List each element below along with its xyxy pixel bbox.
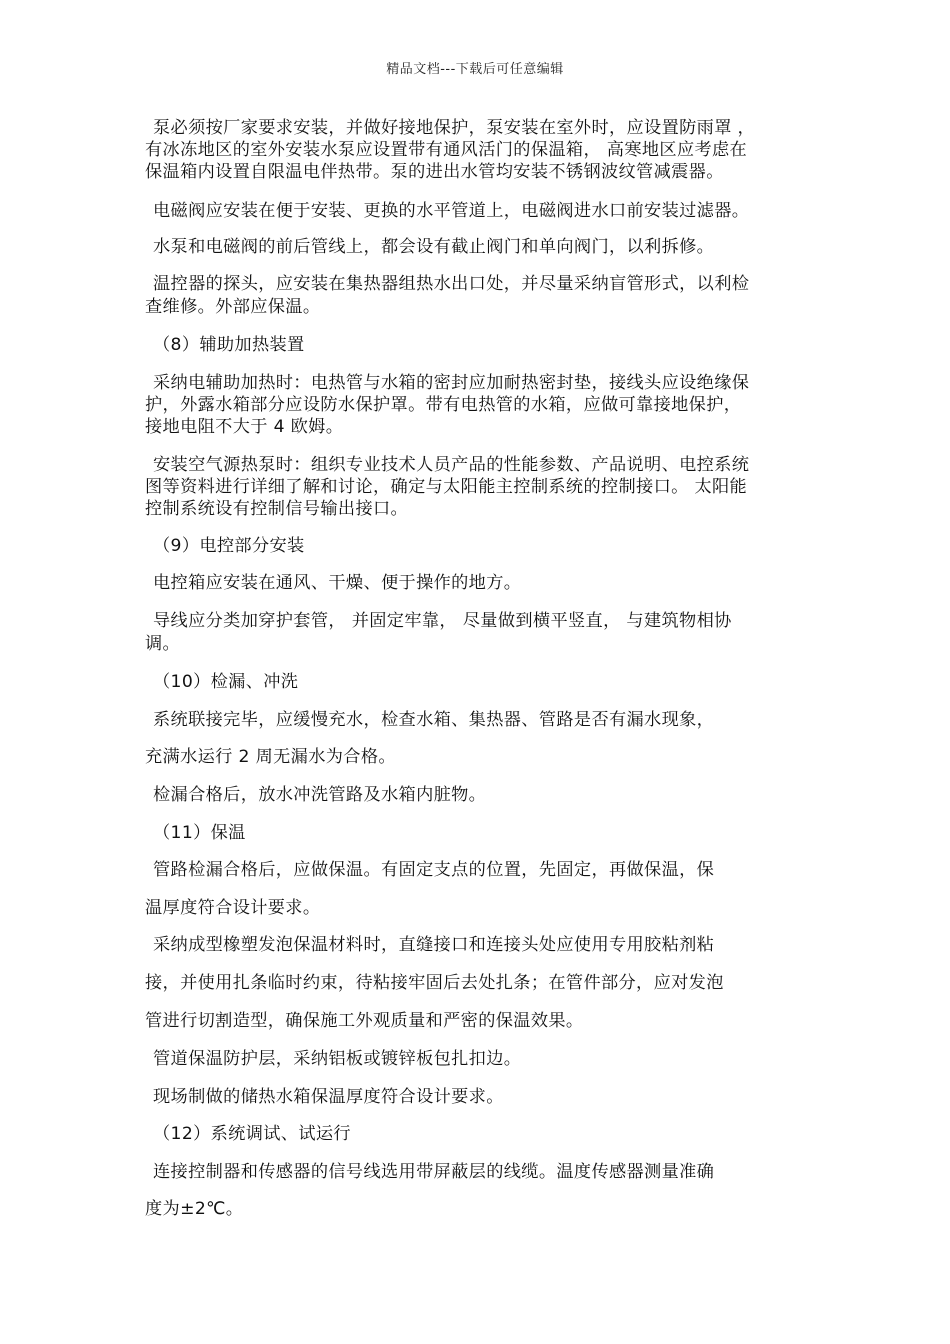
- text-line: 电控箱应安装在通风、干燥、便于操作的地方。: [153, 573, 522, 593]
- page-header: 精品文档---下载后可任意编辑: [386, 62, 564, 77]
- text-line: 温厚度符合设计要求。: [145, 898, 321, 918]
- text-line: 采纳成型橡塑发泡保温材料时，直缝接口和连接头处应使用专用胶粘剂粘: [153, 935, 715, 955]
- text-line: 电磁阀应安装在便于安装、更换的水平管道上，电磁阀进水口前安装过滤器。: [153, 201, 750, 221]
- text-line: 连接控制器和传感器的信号线选用带屏蔽层的线缆。温度传感器测量准确: [153, 1162, 715, 1182]
- section-heading: （9）电控部分安装: [153, 536, 305, 556]
- text-line: 管进行切割造型，确保施工外观质量和严密的保温效果。: [145, 1011, 584, 1031]
- text-line: 接，并使用扎条临时约束，待粘接牢固后去处扎条；在管件部分，应对发泡: [145, 973, 724, 993]
- text-line: 保温箱内设置自限温电伴热带。泵的进出水管均安装不锈钢波纹管减震器。: [145, 162, 724, 182]
- text-line: 安装空气源热泵时：组织专业技术人员产品的性能参数、产品说明、电控系统: [153, 455, 750, 475]
- text-line: 有冰冻地区的室外安装水泵应设置带有通风活门的保温箱， 高寒地区应考虑在: [145, 140, 748, 160]
- section-heading: （10）检漏、冲洗: [153, 672, 299, 692]
- text-line: 控制系统设有控制信号输出接口。: [145, 499, 409, 519]
- text-line: 度为±2℃。: [145, 1199, 244, 1219]
- section-heading: （8）辅助加热装置: [153, 335, 305, 355]
- text-line: 导线应分类加穿护套管， 并固定牢靠， 尽量做到横平竖直， 与建筑物相协: [153, 611, 732, 631]
- text-line: 现场制做的储热水箱保温厚度符合设计要求。: [153, 1087, 504, 1107]
- section-heading: （11）保温: [153, 823, 246, 843]
- text-line: 系统联接完毕，应缓慢充水，检查水箱、集热器、管路是否有漏水现象，: [153, 710, 715, 730]
- text-line: 管路检漏合格后，应做保温。有固定支点的位置，先固定，再做保温，保: [153, 860, 715, 880]
- text-line: 采纳电辅助加热时：电热管与水箱的密封应加耐热密封垫，接线头应设绝缘保: [153, 373, 750, 393]
- section-heading: （12）系统调试、试运行: [153, 1124, 351, 1144]
- text-line: 泵必须按厂家要求安装，并做好接地保护，泵安装在室外时，应设置防雨罩 ，: [153, 118, 756, 138]
- text-line: 接地电阻不大于 4 欧姆。: [145, 417, 344, 437]
- text-line: 检漏合格后，放水冲洗管路及水箱内脏物。: [153, 785, 487, 805]
- text-line: 调。: [145, 634, 181, 654]
- text-line: 护，外露水箱部分应设防水保护罩。带有电热管的水箱，应做可靠接地保护，: [145, 395, 742, 415]
- text-line: 管道保温防护层，采纳铝板或镀锌板包扎扣边。: [153, 1049, 522, 1069]
- text-line: 温控器的探头，应安装在集热器组热水出口处，并尽量采纳盲管形式，以利检: [153, 274, 750, 294]
- text-line: 水泵和电磁阀的前后管线上，都会设有截止阀门和单向阀门，以利拆修。: [153, 237, 715, 257]
- text-line: 图等资料进行详细了解和讨论，确定与太阳能主控制系统的控制接口。 太阳能: [145, 477, 748, 497]
- text-line: 充满水运行 2 周无漏水为合格。: [145, 747, 396, 767]
- text-line: 查维修。外部应保温。: [145, 297, 321, 317]
